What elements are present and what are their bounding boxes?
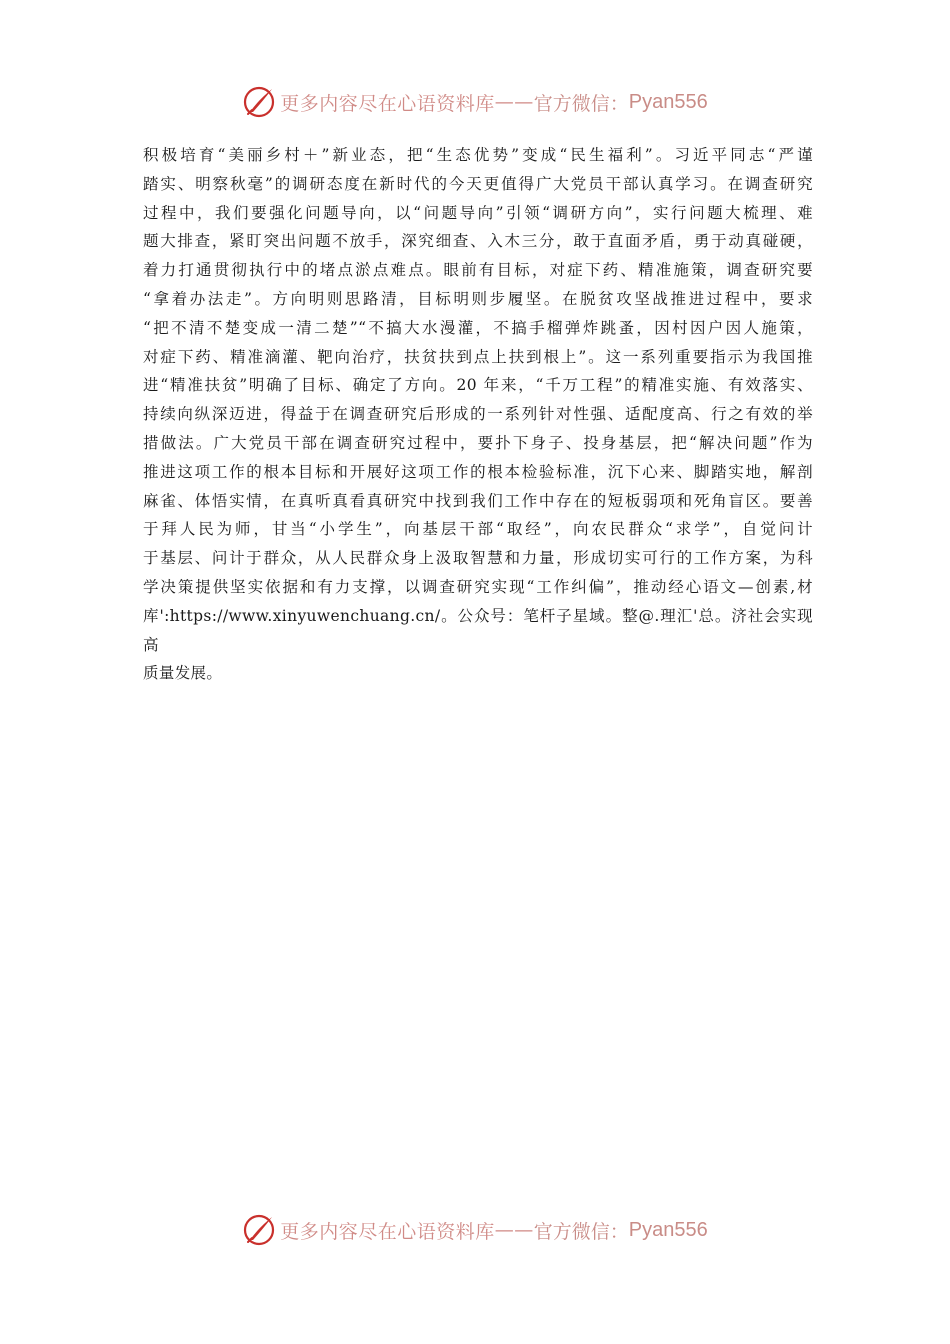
brand-dash: —— — [494, 91, 534, 113]
document-body — [143, 141, 813, 688]
text-line: 踏实、明察秋毫”的调研态度在新时代的今天更值得广大党员干部认真学习。在调查研究 — [143, 174, 813, 193]
text-line: “拿着办法走”。方向明则思路清，目标明则步履坚。在脱贫攻坚战推进过程中，要求 — [143, 289, 813, 308]
text-line: 积极培育“美丽乡村＋”新业态，把“生态优势”变成“民生福利”。习近平同志“严谨 — [143, 146, 813, 164]
text-line: 对症下药、精准滴灌、靶向治疗，扶贫扶到点上扶到根上”。这一系列重要指示为我国推 — [143, 347, 813, 366]
text-line: 推进这项工作的根本目标和开展好这项工作的根本检验标准，沉下心来、脚踏实地，解剖 — [143, 462, 813, 481]
quill-logo-icon — [242, 85, 276, 119]
text-line: 麻雀、体悟实情，在真听真看真研究中找到我们工作中存在的短板弱项和死角盲区。要善 — [143, 491, 813, 510]
text-line: 学决策提供坚实依据和有力支撑，以调查研究实现“工作纠偏”，推动经心语文—创素,材 — [143, 577, 813, 596]
text-line: 质量发展。 — [143, 664, 223, 683]
brand-text: 更多内容尽在心语资料库 — [280, 92, 495, 115]
brand-dash: —— — [494, 1219, 534, 1241]
wechat-label: 官方微信： — [533, 92, 629, 115]
text-line: 过程中，我们要强化问题导向，以“问题导向”引领“调研方向”，实行问题大梳理、难 — [143, 203, 813, 222]
text-line: 进“精准扶贫”明确了目标、确定了方向。20 年来，“千万工程”的精准实施、有效落实、 — [143, 376, 813, 395]
wechat-id: Pyan556 — [628, 90, 708, 113]
text-line: 于拜人民为师，甘当“小学生”，向基层干部“取经”，向农民群众“求学”，自觉问计 — [143, 520, 813, 539]
text-line: “把不清不楚变成一清二楚”“不搞大水漫灌，不搞手榴弹炸跳蚤，因村因户因人施策， — [143, 318, 813, 337]
wechat-id: Pyan556 — [628, 1218, 708, 1241]
text-line: 持续向纵深迈进，得益于在调查研究后形成的一系列针对性强、适配度高、行之有效的举 — [143, 405, 813, 424]
text-line: 措做法。广大党员干部在调查研究过程中，要扑下身子、投身基层，把“解决问题”作为 — [143, 433, 813, 452]
text-line: 于基层、问计于群众，从人民群众身上汲取智慧和力量，形成切实可行的工作方案，为科 — [143, 549, 813, 568]
footer-watermark-banner — [0, 1210, 950, 1250]
text-line: 着力打通贯彻执行中的堵点淤点难点。眼前有目标，对症下药、精准施策，调查研究要 — [143, 261, 813, 280]
brand-text: 更多内容尽在心语资料库 — [280, 1220, 495, 1243]
quill-logo-icon — [242, 1213, 276, 1247]
wechat-label: 官方微信： — [533, 1220, 629, 1243]
text-line: 库':https://www.xinyuwenchuang.cn/。公众号：笔杆子星域。整@.理汇'总。济社会实现高 — [143, 606, 813, 654]
header-watermark-banner — [0, 82, 950, 122]
text-line: 题大排查，紧盯突出问题不放手，深究细查、入木三分，敢于直面矛盾，勇于动真碰硬， — [143, 232, 813, 251]
